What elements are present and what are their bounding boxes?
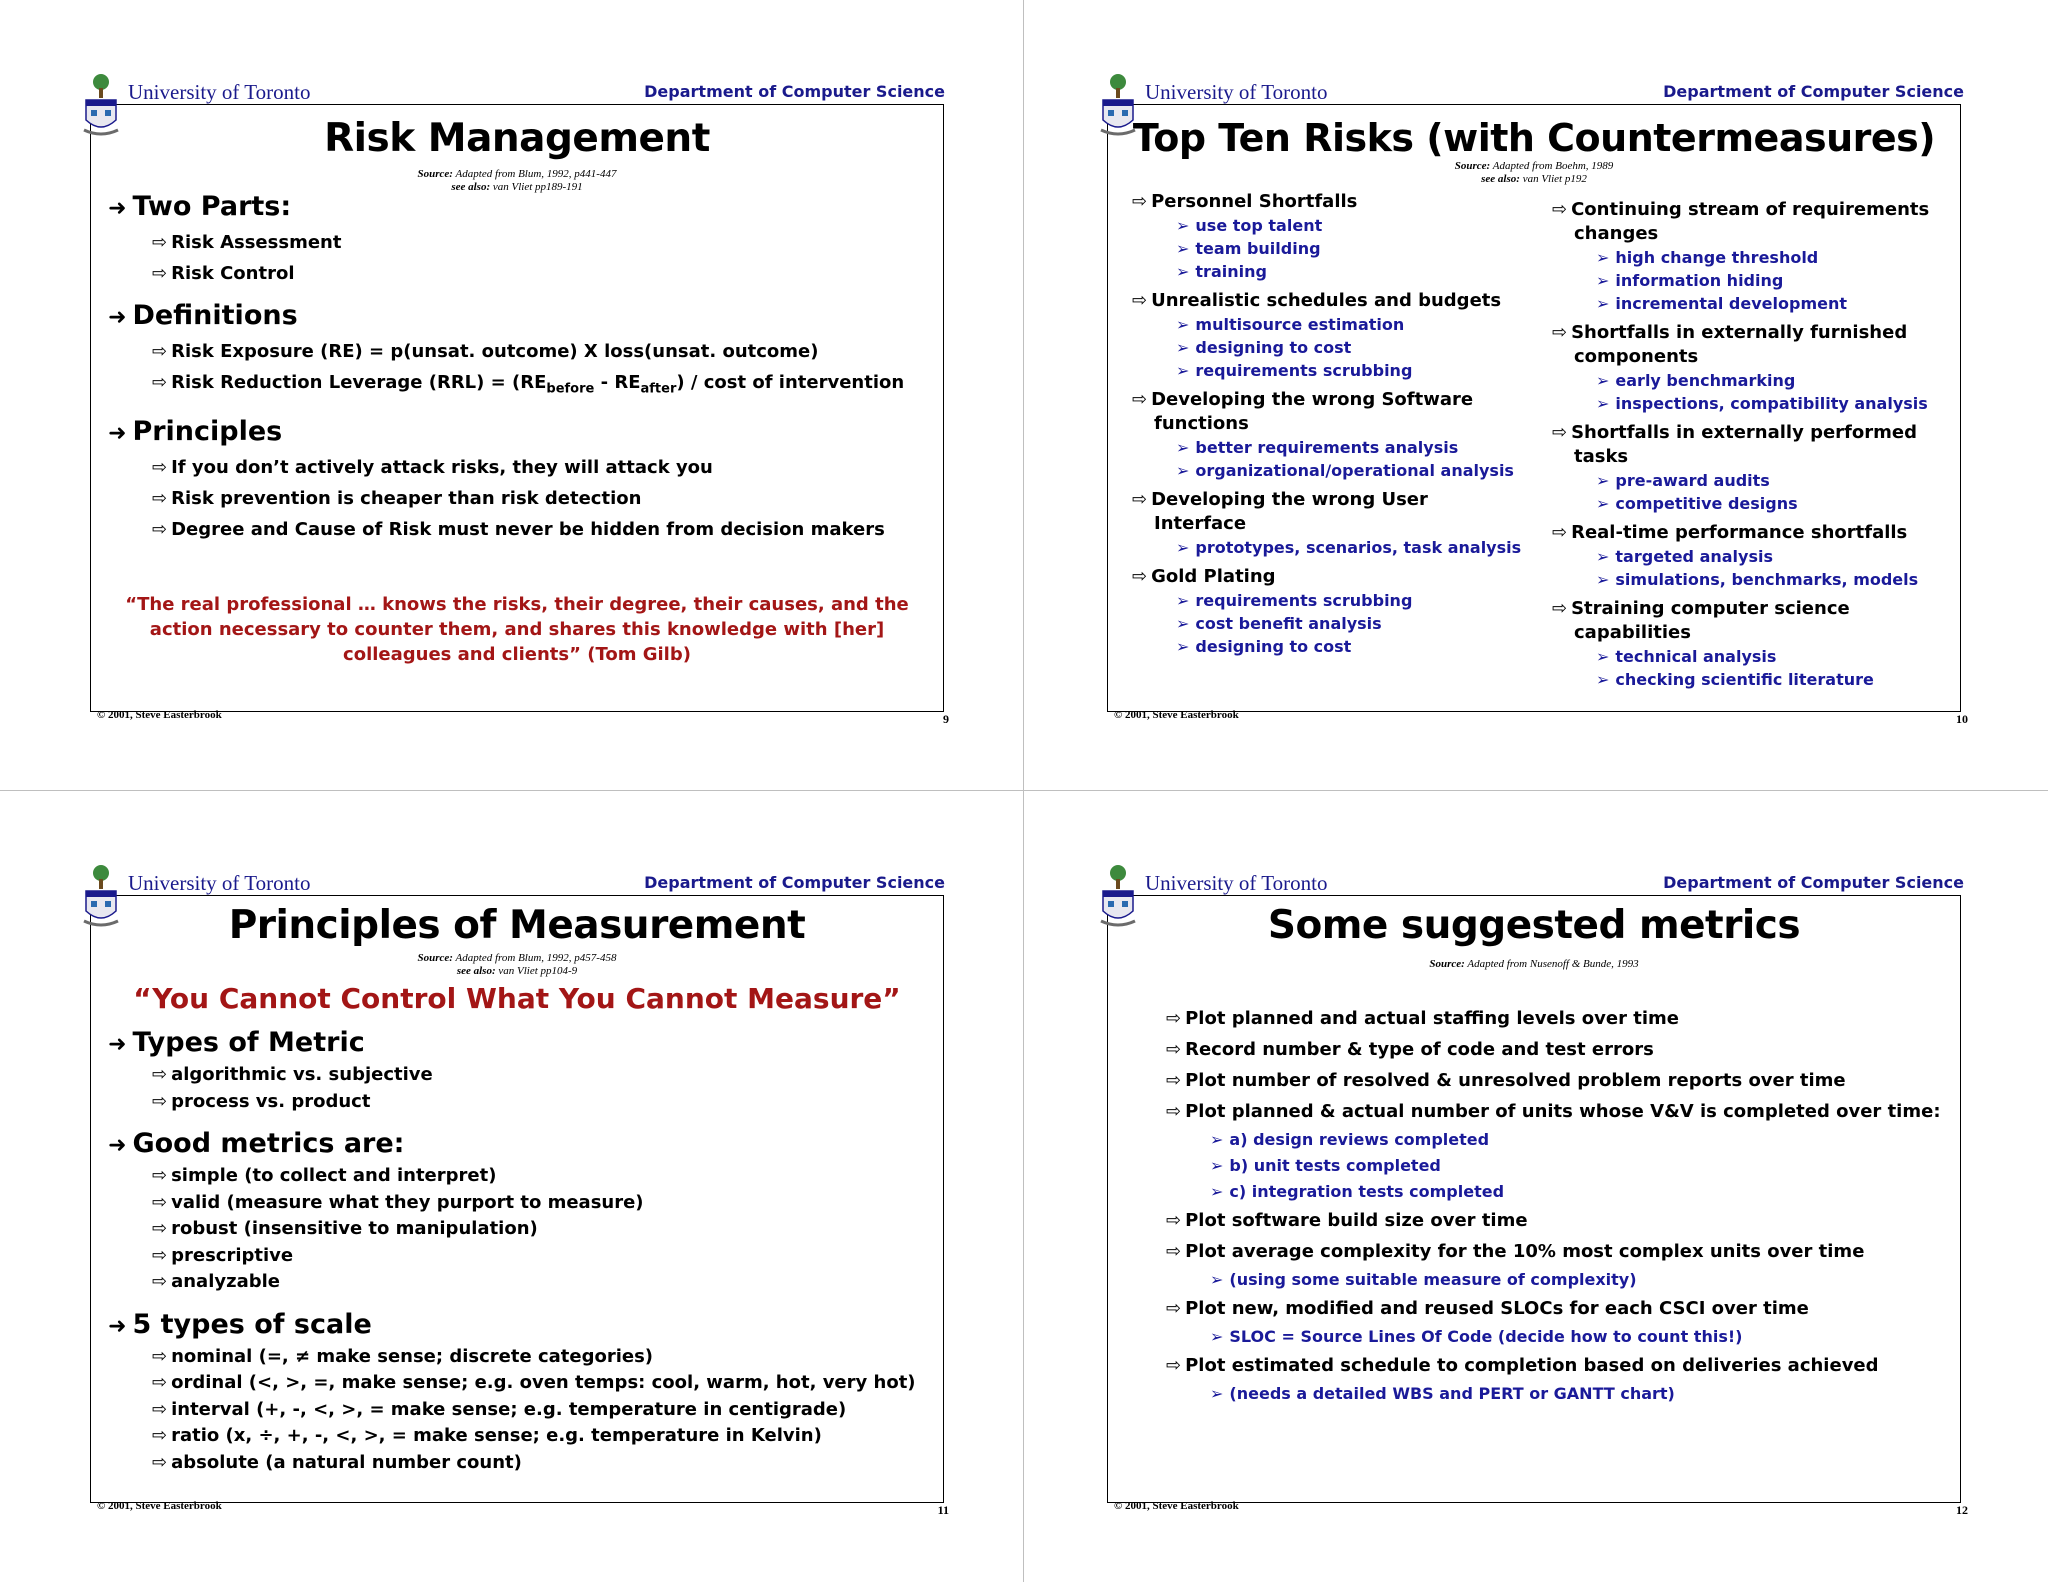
risk-item (1552, 321, 1972, 415)
item-text: Plot estimated schedule to completion based on deliveries achieved (1185, 1355, 1879, 1376)
quote-block (120, 592, 914, 667)
slide-title: Principles of Measurement (228, 903, 806, 948)
risk-title-line (1132, 512, 1552, 536)
risk-item (1552, 421, 1972, 515)
section-heading: ➜ Definitions (108, 300, 298, 331)
metric-item (1166, 1003, 1941, 1034)
bullet-glyph: ⇨ (1132, 191, 1148, 212)
list-item: ⇨ Risk prevention is cheaper than risk detection (152, 487, 642, 509)
risk-title-line (1552, 222, 1972, 246)
item-text: cost benefit analysis (1195, 614, 1382, 633)
countermeasure (1176, 336, 1552, 359)
item-text: simulations, benchmarks, models (1615, 570, 1919, 589)
list-item: ⇨ Risk Exposure (RE) = p(unsat. outcome) X loss(unsat. outcome) (152, 341, 819, 362)
list-item: ⇨ Risk Assessment (152, 232, 342, 253)
department-name: Department of Computer Science (1663, 82, 1964, 101)
list-item: ⇨ interval (+, -, <, >, = make sense; e.g. temperature in centigrade) (152, 1398, 847, 1420)
page-number: 9 (943, 712, 949, 726)
metric-item (1166, 1096, 1941, 1127)
metric-subitem (1210, 1127, 1941, 1153)
item-text: Real-time performance shortfalls (1571, 522, 1908, 543)
slide-title: Top Ten Risks (with Countermeasures) (1132, 116, 1936, 160)
bullet-glyph: ➢ (1176, 461, 1190, 480)
list-item: ⇨ robust (insensitive to manipulation) (152, 1218, 538, 1239)
university-name: University of Toronto (1145, 80, 1328, 104)
risk-title-line (1132, 565, 1552, 589)
metric-subitem (1210, 1324, 1941, 1350)
metric-item (1166, 1236, 1941, 1267)
item-text: c) integration tests completed (1229, 1182, 1505, 1201)
bullet-glyph: ⇨ (1132, 290, 1148, 311)
countermeasure (1596, 645, 1972, 668)
item-text: Developing the wrong User (1151, 489, 1428, 510)
item-text: inspections, compatibility analysis (1615, 394, 1928, 413)
list-item: ⇨ nominal (=, ≠ make sense; discrete categories) (152, 1345, 654, 1367)
item-text: b) unit tests completed (1229, 1156, 1441, 1175)
item-text: use top talent (1195, 216, 1323, 235)
risk-column-left (1132, 190, 1552, 664)
item-text: competitive designs (1615, 494, 1798, 513)
bullet-glyph: ➢ (1176, 538, 1190, 557)
item-text: Plot software build size over time (1185, 1210, 1528, 1231)
countermeasure (1176, 214, 1552, 237)
bullet-glyph: ⇨ (1552, 422, 1568, 443)
countermeasure (1596, 369, 1972, 392)
item-text: (needs a detailed WBS and PERT or GANTT chart) (1229, 1384, 1675, 1403)
bullet-glyph: ⇨ (1166, 1070, 1182, 1091)
list-item: ⇨ analyzable (152, 1271, 280, 1292)
item-text: requirements scrubbing (1195, 361, 1413, 380)
section-heading: ➜ 5 types of scale (108, 1308, 372, 1340)
item-text: designing to cost (1195, 637, 1352, 656)
bullet-glyph: ➢ (1596, 294, 1610, 313)
department-name: Department of Computer Science (644, 82, 945, 101)
item-text: pre-award audits (1615, 471, 1770, 490)
slide-10 (1024, 0, 2048, 791)
metric-subitem (1210, 1153, 1941, 1179)
risk-title-line (1552, 345, 1972, 369)
bullet-glyph: ➢ (1176, 637, 1190, 656)
list-item: ⇨ Risk Control (152, 263, 295, 284)
bullet-glyph: ⇨ (1166, 1008, 1182, 1029)
section-heading: ➜ Types of Metric (108, 1027, 365, 1058)
item-text: Personnel Shortfalls (1151, 191, 1358, 212)
list-item: ⇨ process vs. product (152, 1090, 371, 1112)
bullet-glyph: ➢ (1596, 371, 1610, 390)
see-also-citation: see also: van Vliet p192 (1481, 173, 1587, 185)
bullet-glyph: ➢ (1596, 547, 1610, 566)
bullet-glyph: ➢ (1176, 438, 1190, 457)
bullet-glyph: ⇨ (1132, 489, 1148, 510)
item-text: Record number & type of code and test errors (1185, 1039, 1654, 1060)
item-text: a) design reviews completed (1229, 1130, 1490, 1149)
bullet-glyph: ➢ (1210, 1156, 1224, 1175)
item-text: capabilities (1574, 622, 1691, 643)
item-text: prototypes, scenarios, task analysis (1195, 538, 1522, 557)
countermeasure (1596, 545, 1972, 568)
bullet-glyph: ➢ (1176, 361, 1190, 380)
risk-item (1552, 198, 1972, 315)
countermeasure (1176, 612, 1552, 635)
bullet-glyph: ➢ (1176, 216, 1190, 235)
slide-body (108, 1026, 916, 1476)
page-number: 12 (1956, 1503, 1968, 1517)
list-item: ⇨ ordinal (<, >, =, make sense; e.g. oven temps: cool, warm, hot, very hot) (152, 1372, 916, 1393)
page-number: 11 (937, 1503, 949, 1517)
item-text: Plot number of resolved & unresolved problem reports over time (1185, 1070, 1846, 1091)
bullet-glyph: ➢ (1596, 570, 1610, 589)
risk-item (1132, 190, 1552, 283)
bullet-glyph: ➢ (1596, 494, 1610, 513)
risk-title-line (1132, 488, 1552, 512)
bullet-glyph: ➢ (1176, 239, 1190, 258)
item-text: training (1195, 262, 1267, 281)
slide-title: Risk Management (324, 116, 710, 161)
item-text: Unrealistic schedules and budgets (1151, 290, 1502, 311)
item-text: requirements scrubbing (1195, 591, 1413, 610)
item-text: Plot planned & actual number of units whose V&V is completed over time: (1185, 1101, 1941, 1122)
list-item: ⇨ If you don’t actively attack risks, they will attack you (152, 456, 713, 478)
bullet-glyph: ⇨ (1132, 389, 1148, 410)
section-heading: ➜ Two Parts: (108, 191, 292, 222)
bullet-glyph: ➢ (1176, 614, 1190, 633)
copyright: © 2001, Steve Easterbrook (97, 709, 222, 721)
risk-item (1132, 388, 1552, 482)
risk-title-line (1552, 198, 1972, 222)
bullet-glyph: ⇨ (1552, 598, 1568, 619)
page-number: 10 (1956, 712, 1968, 726)
item-text: checking scientific literature (1615, 670, 1874, 689)
countermeasure (1596, 246, 1972, 269)
list-item: ⇨ Degree and Cause of Risk must never be hidden from decision makers (152, 518, 885, 540)
slide-subtitle: “You Cannot Control What You Cannot Measure” (133, 982, 901, 1015)
quote-line: colleagues and clients” (Tom Gilb) (343, 644, 691, 665)
university-name: University of Toronto (128, 871, 311, 895)
item-text: Continuing stream of requirements (1571, 199, 1930, 220)
item-text: (using some suitable measure of complexity) (1229, 1270, 1637, 1289)
bullet-glyph: ➢ (1210, 1327, 1224, 1346)
risk-title-line (1552, 597, 1972, 621)
bullet-glyph: ⇨ (1166, 1355, 1182, 1376)
item-text: components (1574, 346, 1699, 367)
metric-subitem (1210, 1381, 1941, 1407)
risk-title-line (1552, 521, 1972, 545)
risk-title-line (1132, 412, 1552, 436)
item-text: multisource estimation (1195, 315, 1405, 334)
bullet-glyph: ➢ (1596, 647, 1610, 666)
item-text: early benchmarking (1615, 371, 1796, 390)
bullet-glyph: ⇨ (1166, 1241, 1182, 1262)
item-text: Gold Plating (1151, 566, 1276, 587)
metric-item (1166, 1293, 1941, 1324)
countermeasure (1176, 589, 1552, 612)
list-item: ⇨ absolute (a natural number count) (152, 1451, 522, 1473)
bullet-glyph: ⇨ (1166, 1298, 1182, 1319)
countermeasure (1596, 292, 1972, 315)
university-name: University of Toronto (1145, 871, 1328, 895)
list-item: ⇨ simple (to collect and interpret) (152, 1165, 497, 1186)
bullet-glyph: ⇨ (1552, 522, 1568, 543)
metric-item (1166, 1350, 1941, 1381)
item-text: Plot planned and actual staffing levels over time (1185, 1008, 1679, 1029)
risk-item (1132, 289, 1552, 382)
bullet-glyph: ➢ (1210, 1182, 1224, 1201)
countermeasure (1596, 269, 1972, 292)
item-text: designing to cost (1195, 338, 1352, 357)
department-name: Department of Computer Science (644, 873, 945, 892)
see-also-citation: see also: van Vliet pp189-191 (451, 181, 583, 193)
item-text: technical analysis (1615, 647, 1777, 666)
countermeasure (1176, 436, 1552, 459)
bullet-glyph: ⇨ (1166, 1210, 1182, 1231)
bullet-glyph: ⇨ (1132, 566, 1148, 587)
item-text: targeted analysis (1615, 547, 1773, 566)
slide-body (108, 190, 904, 545)
risk-title-line (1552, 421, 1972, 445)
item-text: team building (1195, 239, 1321, 258)
slide-title: Some suggested metrics (1267, 903, 1801, 948)
source-citation: Source: Adapted from Boehm, 1989 (1454, 160, 1614, 172)
slide-12 (1024, 791, 2048, 1582)
bullet-glyph: ➢ (1596, 248, 1610, 267)
section-heading: ➜ Principles (108, 415, 283, 447)
list-item: ⇨ algorithmic vs. subjective (152, 1064, 433, 1085)
risk-item (1132, 488, 1552, 559)
bullet-glyph: ➢ (1176, 591, 1190, 610)
metrics-list (1166, 1003, 1941, 1407)
bullet-glyph: ➢ (1596, 271, 1610, 290)
countermeasure (1176, 459, 1552, 482)
risk-title-line (1132, 190, 1552, 214)
countermeasure (1176, 313, 1552, 336)
item-text: Shortfalls in externally furnished (1571, 322, 1908, 343)
item-text: changes (1574, 223, 1659, 244)
item-text: better requirements analysis (1195, 438, 1459, 457)
slide-9 (0, 0, 1024, 791)
item-text: Developing the wrong Software (1151, 389, 1474, 410)
item-text: SLOC = Source Lines Of Code (decide how to count this!) (1229, 1327, 1743, 1346)
risk-item (1132, 565, 1552, 658)
countermeasure (1596, 469, 1972, 492)
metric-item (1166, 1205, 1941, 1236)
source-citation: Source: Adapted from Blum, 1992, p441-447 (417, 168, 617, 180)
bullet-glyph: ➢ (1596, 670, 1610, 689)
source-citation: Source: Adapted from Blum, 1992, p457-458 (417, 952, 617, 964)
source-citation: Source: Adapted from Nusenoff & Bunde, 1993 (1429, 958, 1639, 970)
bullet-glyph: ➢ (1176, 315, 1190, 334)
list-item: ⇨ valid (measure what they purport to measure) (152, 1191, 644, 1213)
risk-item (1552, 597, 1972, 691)
countermeasure (1176, 237, 1552, 260)
slide-11 (0, 791, 1024, 1582)
bullet-glyph: ⇨ (1166, 1101, 1182, 1122)
countermeasure (1596, 568, 1972, 591)
bullet-glyph: ➢ (1210, 1270, 1224, 1289)
item-text: incremental development (1615, 294, 1847, 313)
countermeasure (1596, 668, 1972, 691)
item-text: information hiding (1615, 271, 1784, 290)
risk-title-line (1132, 289, 1552, 313)
university-name: University of Toronto (128, 80, 311, 104)
risk-title-line (1552, 621, 1972, 645)
metric-item (1166, 1065, 1941, 1096)
bullet-glyph: ➢ (1210, 1130, 1224, 1149)
copyright: © 2001, Steve Easterbrook (1114, 1500, 1239, 1512)
copyright: © 2001, Steve Easterbrook (1114, 709, 1239, 721)
metric-subitem (1210, 1267, 1941, 1293)
risk-title-line (1552, 445, 1972, 469)
risk-item (1552, 521, 1972, 591)
countermeasure (1176, 635, 1552, 658)
risk-title-line (1552, 321, 1972, 345)
bullet-glyph: ➢ (1596, 394, 1610, 413)
list-item: ⇨ ratio (x, ÷, +, -, <, >, = make sense; e.g. temperature in Kelvin) (152, 1425, 822, 1446)
bullet-glyph: ⇨ (1166, 1039, 1182, 1060)
metric-item (1166, 1034, 1941, 1065)
countermeasure (1176, 536, 1552, 559)
countermeasure (1596, 492, 1972, 515)
metric-subitem (1210, 1179, 1941, 1205)
item-text: Shortfalls in externally performed (1571, 422, 1917, 443)
see-also-citation: see also: van Vliet pp104-9 (456, 965, 578, 977)
bullet-glyph: ➢ (1176, 262, 1190, 281)
list-item-rrl: ⇨ Risk Reduction Leverage $(RRL) = (RE_{before} - RE_{after}) / \cos t$ of intervention (152, 372, 905, 397)
bullet-glyph: ➢ (1210, 1384, 1224, 1403)
bullet-glyph: ⇨ (1552, 322, 1568, 343)
bullet-glyph: ➢ (1176, 338, 1190, 357)
quote-line: “The real professional … knows the risks, their degree, their causes, and the (125, 594, 909, 615)
countermeasure (1596, 392, 1972, 415)
countermeasure (1176, 260, 1552, 283)
risk-title-line (1132, 388, 1552, 412)
bullet-glyph: ➢ (1596, 471, 1610, 490)
quote-line: action necessary to counter them, and shares this knowledge with [her] (149, 619, 885, 640)
item-text: tasks (1574, 446, 1629, 467)
item-text: Straining computer science (1571, 598, 1850, 619)
bullet-glyph: ⇨ (1552, 199, 1568, 220)
copyright: © 2001, Steve Easterbrook (97, 1500, 222, 1512)
item-text: high change threshold (1615, 248, 1819, 267)
item-text: Plot new, modified and reused SLOCs for each CSCI over time (1185, 1298, 1809, 1319)
item-text: Interface (1154, 513, 1247, 534)
department-name: Department of Computer Science (1663, 873, 1964, 892)
item-text: organizational/operational analysis (1195, 461, 1514, 480)
item-text: functions (1154, 413, 1249, 434)
risk-column-right (1552, 198, 1972, 697)
countermeasure (1176, 359, 1552, 382)
item-text: Plot average complexity for the 10% most complex units over time (1185, 1241, 1865, 1262)
section-heading: ➜ Good metrics are: (108, 1128, 405, 1159)
list-item: ⇨ prescriptive (152, 1244, 294, 1266)
